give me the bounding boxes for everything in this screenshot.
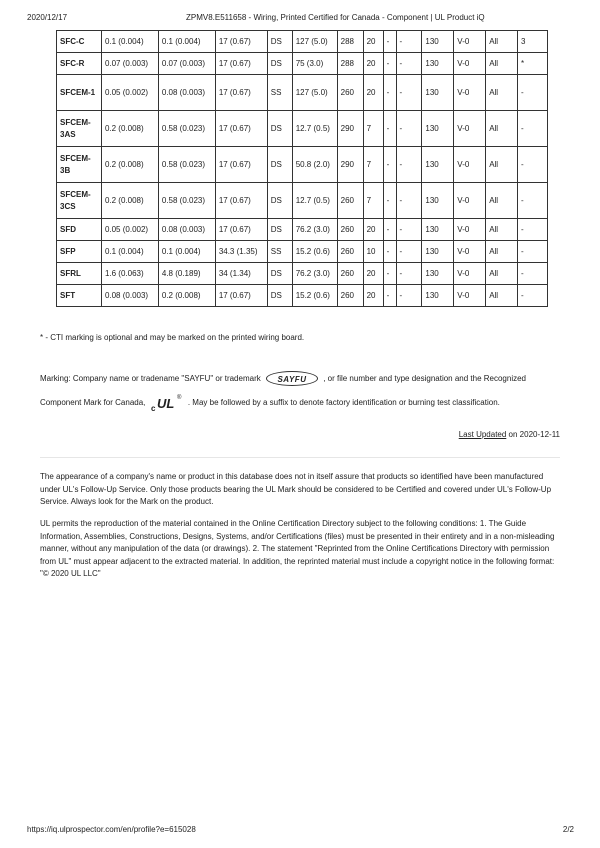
table-cell: 0.08 (0.003) (101, 285, 158, 307)
table-cell: 0.05 (0.002) (101, 75, 158, 111)
product-name-cell: SFCEM-3B (57, 147, 102, 183)
table-cell: 0.1 (0.004) (101, 31, 158, 53)
disclaimer-reproduction: UL permits the reproduction of the material contained in the Online Certification Directory subject to the following conditions: 1. The Guide Information, Assemblies, Constructions, Designs, Systems, and/or Certifications (files) must be presented in their entirety and in a non-misleading manner, without any manipulation of the data (or drawings). 2. The statement "Reprinted from the Online Certifications Directory with permission from UL" must appear adjacent to the extracted material. In addition, the reprinted material must include a copyright notice in the following format: "© 2020 UL LLC" (40, 519, 555, 578)
table-cell: DS (267, 53, 292, 75)
table-row (57, 241, 548, 263)
table-row (57, 147, 548, 183)
table-cell: V-0 (454, 31, 486, 53)
table-cell: 7 (363, 183, 383, 219)
last-updated-link[interactable]: Last Updated (458, 430, 507, 439)
table-cell: 130 (422, 183, 454, 219)
table-cell: 75 (3.0) (292, 53, 337, 75)
table-cell: 17 (0.67) (215, 285, 267, 307)
table-cell: - (396, 53, 422, 75)
cti-note: * - CTI marking is optional and may be marked on the printed wiring board. (40, 333, 305, 342)
table-cell: - (396, 183, 422, 219)
page-title: ZPMV8.E511658 - Wiring, Printed Certified for Canada - Component | UL Product iQ (186, 13, 485, 22)
table-cell: 288 (337, 31, 363, 53)
table-cell: V-0 (454, 285, 486, 307)
product-name-cell: SFCEM-1 (57, 75, 102, 111)
table-cell: 12.7 (0.5) (292, 111, 337, 147)
product-name-cell: SFCEM-3AS (57, 111, 102, 147)
table-cell: V-0 (454, 263, 486, 285)
product-name-cell: SFD (57, 219, 102, 241)
table-cell: All (486, 53, 518, 75)
sayfu-trademark-logo: SAYFU (266, 371, 318, 386)
table-cell: 127 (5.0) (292, 75, 337, 111)
table-cell: 1.6 (0.063) (101, 263, 158, 285)
table-cell: 15.2 (0.6) (292, 241, 337, 263)
table-cell: 0.1 (0.004) (158, 31, 215, 53)
table-cell: - (396, 147, 422, 183)
table-cell: 0.2 (0.008) (101, 111, 158, 147)
table-cell: 0.1 (0.004) (101, 241, 158, 263)
table-cell: 130 (422, 75, 454, 111)
table-cell: 260 (337, 263, 363, 285)
table-cell: 10 (363, 241, 383, 263)
table-cell: - (396, 219, 422, 241)
table-cell: 0.1 (0.004) (158, 241, 215, 263)
table-cell: 20 (363, 53, 383, 75)
table-cell: 7 (363, 147, 383, 183)
page-number: 2/2 (562, 825, 574, 834)
print-date: 2020/12/17 (27, 13, 68, 22)
marking-text-3: . May be followed by a suffix to denote factory identification or burning test classification. (187, 398, 500, 407)
table-cell: DS (267, 147, 292, 183)
table-cell: 130 (422, 53, 454, 75)
last-updated (459, 430, 560, 439)
table-cell: DS (267, 219, 292, 241)
product-name-cell: SFCEM-3CS (57, 183, 102, 219)
last-updated-date: on 2020-12-11 (508, 430, 560, 439)
table-cell: 50.8 (2.0) (292, 147, 337, 183)
product-name-cell: SFRL (57, 263, 102, 285)
table-cell: 4.8 (0.189) (158, 263, 215, 285)
table-row (57, 285, 548, 307)
table-cell: 0.58 (0.023) (158, 111, 215, 147)
table-cell: DS (267, 183, 292, 219)
table-cell: 20 (363, 75, 383, 111)
table-cell: All (486, 31, 518, 53)
table-cell: All (486, 147, 518, 183)
table-cell: All (486, 263, 518, 285)
table-cell: 288 (337, 53, 363, 75)
table-cell: - (518, 241, 548, 263)
table-cell: 260 (337, 219, 363, 241)
table-cell: - (383, 285, 396, 307)
table-cell: V-0 (454, 183, 486, 219)
table-row (57, 263, 548, 285)
table-cell: - (518, 183, 548, 219)
table-cell: 0.2 (0.008) (101, 147, 158, 183)
table-cell: 34 (1.34) (215, 263, 267, 285)
table-row (57, 31, 548, 53)
table-row (57, 183, 548, 219)
table-cell: 17 (0.67) (215, 53, 267, 75)
product-spec-table (56, 30, 548, 307)
table-cell: DS (267, 263, 292, 285)
table-cell: - (383, 219, 396, 241)
table-cell: V-0 (454, 53, 486, 75)
table-row (57, 75, 548, 111)
section-divider (40, 457, 560, 458)
table-cell: 17 (0.67) (215, 147, 267, 183)
table-cell: - (518, 263, 548, 285)
table-cell: V-0 (454, 219, 486, 241)
table-cell: - (383, 111, 396, 147)
table-cell: 20 (363, 285, 383, 307)
table-cell: 17 (0.67) (215, 75, 267, 111)
footer-url: https://iq.ulprospector.com/en/profile?e=615028 (27, 825, 196, 834)
table-cell: - (518, 147, 548, 183)
product-name-cell: SFP (57, 241, 102, 263)
table-cell: All (486, 75, 518, 111)
table-cell: SS (267, 241, 292, 263)
marking-text-1: Marking: Company name or tradename "SAYFU" or trademark (40, 374, 261, 383)
table-cell: 0.08 (0.003) (158, 75, 215, 111)
table-cell: 0.58 (0.023) (158, 183, 215, 219)
table-cell: 130 (422, 241, 454, 263)
product-name-cell: SFC-R (57, 53, 102, 75)
table-cell: 290 (337, 111, 363, 147)
table-cell: All (486, 219, 518, 241)
table-cell: 3 (518, 31, 548, 53)
table-cell: 0.08 (0.003) (158, 219, 215, 241)
table-cell: 0.2 (0.008) (158, 285, 215, 307)
table-cell: SS (267, 75, 292, 111)
table-cell: 130 (422, 263, 454, 285)
table-cell: 7 (363, 111, 383, 147)
table-row (57, 53, 548, 75)
disclaimer-followup: The appearance of a company's name or product in this database does not in itself assure that products so identified have been manufactured under UL's Follow-Up Service. Only those products bearing the UL Mark should be considered to be Certified and covered under UL's Follow-Up Service. Always look for the Mark on the product. (40, 472, 552, 506)
table-cell: 20 (363, 263, 383, 285)
table-cell: 130 (422, 285, 454, 307)
table-cell: 260 (337, 241, 363, 263)
table-cell: DS (267, 111, 292, 147)
product-name-cell: SFT (57, 285, 102, 307)
ul-mark-registered: ® (176, 394, 182, 401)
table-cell: 34.3 (1.35) (215, 241, 267, 263)
table-cell: - (396, 263, 422, 285)
product-name-cell: SFC-C (57, 31, 102, 53)
table-cell: V-0 (454, 147, 486, 183)
table-cell: 260 (337, 183, 363, 219)
table-cell: 290 (337, 147, 363, 183)
table-cell: 0.2 (0.008) (101, 183, 158, 219)
table-cell: 12.7 (0.5) (292, 183, 337, 219)
table-cell: All (486, 241, 518, 263)
ul-recognized-mark-icon (150, 392, 184, 414)
table-cell: 130 (422, 219, 454, 241)
table-cell: 127 (5.0) (292, 31, 337, 53)
table-cell: 17 (0.67) (215, 111, 267, 147)
ul-mark-letters: UL (156, 395, 174, 411)
table-cell: - (518, 111, 548, 147)
table-cell: - (383, 263, 396, 285)
table-cell: All (486, 183, 518, 219)
ul-mark-c: c (150, 403, 156, 413)
table-cell: - (518, 219, 548, 241)
table-cell: * (518, 53, 548, 75)
table-cell: 17 (0.67) (215, 219, 267, 241)
table-cell: - (383, 147, 396, 183)
table-cell: 260 (337, 75, 363, 111)
table-cell: - (383, 183, 396, 219)
table-cell: 20 (363, 31, 383, 53)
table-cell: DS (267, 31, 292, 53)
table-cell: 0.58 (0.023) (158, 147, 215, 183)
table-cell: 0.07 (0.003) (158, 53, 215, 75)
table-cell: 0.07 (0.003) (101, 53, 158, 75)
table-cell: All (486, 285, 518, 307)
table-cell: 130 (422, 111, 454, 147)
table-cell: - (396, 31, 422, 53)
table-cell: - (518, 75, 548, 111)
table-cell: - (383, 75, 396, 111)
table-cell: - (396, 111, 422, 147)
table-cell: 20 (363, 219, 383, 241)
table-cell: 76.2 (3.0) (292, 263, 337, 285)
table-cell: V-0 (454, 111, 486, 147)
table-cell: 15.2 (0.6) (292, 285, 337, 307)
marking-text-2: , or file number and type designation and the Recognized Component Mark for Canada, (40, 374, 527, 407)
table-row (57, 111, 548, 147)
table-cell: 17 (0.67) (215, 31, 267, 53)
table-cell: - (383, 53, 396, 75)
table-cell: - (396, 285, 422, 307)
table-cell: V-0 (454, 241, 486, 263)
table-cell: - (383, 241, 396, 263)
table-cell: - (518, 285, 548, 307)
table-cell: 130 (422, 147, 454, 183)
table-cell: V-0 (454, 75, 486, 111)
marking-paragraph (40, 367, 560, 415)
table-cell: 76.2 (3.0) (292, 219, 337, 241)
table-cell: All (486, 111, 518, 147)
table-cell: 260 (337, 285, 363, 307)
table-cell: - (396, 241, 422, 263)
table-row (57, 219, 548, 241)
table-cell: 130 (422, 31, 454, 53)
table-cell: 17 (0.67) (215, 183, 267, 219)
table-cell: DS (267, 285, 292, 307)
table-cell: 0.05 (0.002) (101, 219, 158, 241)
table-cell: - (396, 75, 422, 111)
table-cell: - (383, 31, 396, 53)
